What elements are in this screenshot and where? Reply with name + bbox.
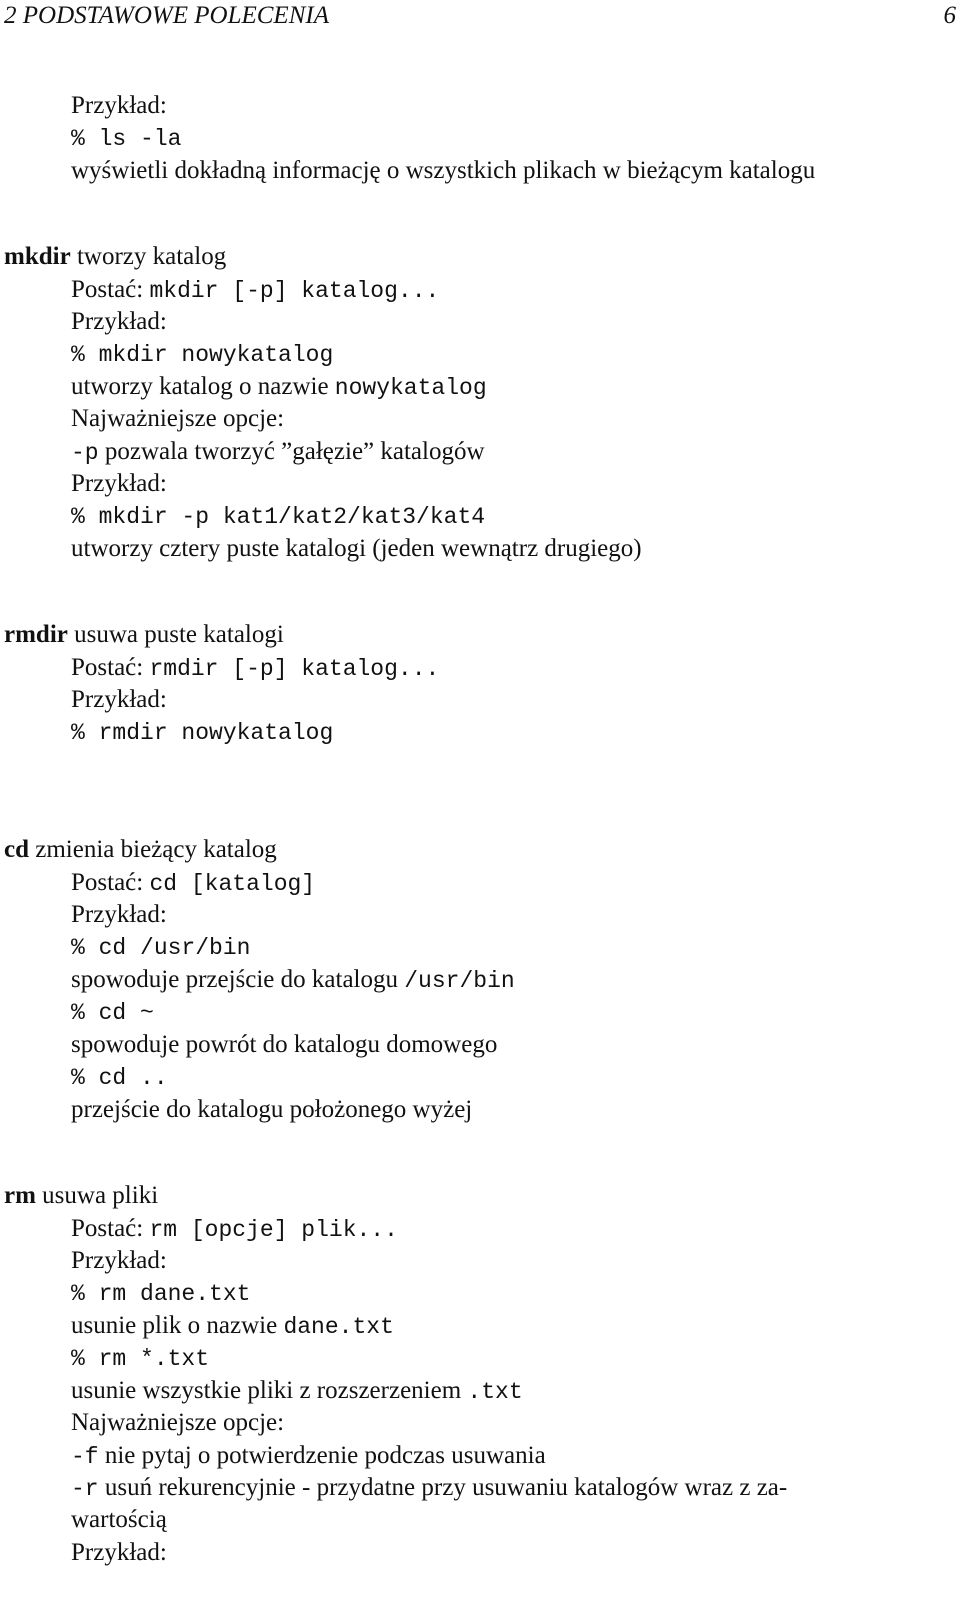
section-title: 2 PODSTAWOWE POLECENIA	[4, 2, 329, 29]
description	[71, 1375, 523, 1408]
command-line: % cd /usr/bin	[71, 935, 251, 961]
description: utworzy cztery puste katalogi (jeden wewnątrz drugiego)	[71, 535, 642, 562]
option-desc: nie pytaj o potwierdzenie podczas usuwania	[104, 1442, 546, 1469]
form-label: Postać:	[71, 1215, 144, 1242]
description: przejście do katalogu położonego wyżej	[71, 1096, 473, 1123]
description-text: usunie plik o nazwie	[71, 1312, 278, 1339]
rmdir-entry	[4, 619, 284, 651]
command-line: % mkdir -p kat1/kat2/kat3/kat4	[71, 504, 486, 530]
description-text: usunie wszystkie pliki z rozszerzeniem	[71, 1377, 462, 1404]
description-text: utworzy katalog o nazwie	[71, 373, 329, 400]
cd-entry	[4, 834, 277, 866]
command-summary: tworzy katalog	[76, 243, 227, 270]
form-syntax: cd [katalog]	[149, 871, 316, 897]
form-syntax: rmdir [-p] katalog...	[149, 656, 440, 682]
form-line	[71, 1213, 398, 1246]
form-label: Postać:	[71, 276, 144, 303]
form-label: Postać:	[71, 869, 144, 896]
command-line: % cd ~	[71, 1000, 154, 1026]
description: wyświetli dokładną informację o wszystkich plikach w bieżącym katalogu	[71, 157, 816, 184]
option-flag: -f	[71, 1444, 99, 1470]
option-desc: pozwala tworzyć ”gałęzie” katalogów	[104, 438, 485, 465]
mkdir-entry	[4, 241, 226, 273]
directory-name: nowykatalog	[334, 375, 487, 401]
command-line: % cd ..	[71, 1065, 168, 1091]
form-syntax: rm [opcje] plik...	[149, 1217, 398, 1243]
form-syntax: mkdir [-p] katalog...	[149, 278, 440, 304]
example-label: Przykład:	[71, 686, 167, 713]
example-label: Przykład:	[71, 1247, 167, 1274]
option-flag: -r	[71, 1476, 99, 1502]
example-label: Przykład:	[71, 470, 167, 497]
command-line: % rmdir nowykatalog	[71, 720, 334, 746]
description-text: spowoduje przejście do katalogu	[71, 966, 398, 993]
command-line: % mkdir nowykatalog	[71, 342, 334, 368]
command-name: rmdir	[4, 621, 68, 648]
file-name: dane.txt	[283, 1314, 394, 1340]
command-summary: usuwa puste katalogi	[74, 621, 284, 648]
command-summary: zmienia bieżący katalog	[35, 836, 277, 863]
option-flag: -p	[71, 440, 99, 466]
option-line	[71, 436, 485, 469]
form-line	[71, 652, 439, 685]
form-line	[71, 274, 439, 307]
command-line: % rm *.txt	[71, 1346, 210, 1372]
description	[71, 1310, 394, 1343]
form-line	[71, 867, 315, 900]
description	[71, 371, 487, 404]
description: spowoduje powrót do katalogu domowego	[71, 1031, 498, 1058]
path-name: /usr/bin	[404, 968, 515, 994]
example-label: Przykład:	[71, 308, 167, 335]
option-desc-continuation: wartością	[71, 1506, 167, 1533]
command-name: rm	[4, 1182, 36, 1209]
option-desc: usuń rekurencyjnie - przydatne przy usuwaniu katalogów wraz z za-	[104, 1474, 788, 1501]
file-extension: .txt	[467, 1379, 523, 1405]
rm-entry	[4, 1180, 158, 1212]
page-number: 6	[943, 2, 956, 29]
command-name: cd	[4, 836, 29, 863]
option-line	[71, 1472, 787, 1505]
command-line: % ls -la	[71, 126, 182, 152]
command-name: mkdir	[4, 243, 71, 270]
command-line: % rm dane.txt	[71, 1281, 251, 1307]
command-summary: usuwa pliki	[42, 1182, 159, 1209]
example-label: Przykład:	[71, 92, 167, 119]
example-label: Przykład:	[71, 1539, 167, 1566]
options-label: Najważniejsze opcje:	[71, 1409, 285, 1436]
options-label: Najważniejsze opcje:	[71, 405, 285, 432]
option-line	[71, 1440, 546, 1473]
form-label: Postać:	[71, 654, 144, 681]
description	[71, 964, 515, 997]
example-label: Przykład:	[71, 901, 167, 928]
page-header	[4, 0, 956, 32]
